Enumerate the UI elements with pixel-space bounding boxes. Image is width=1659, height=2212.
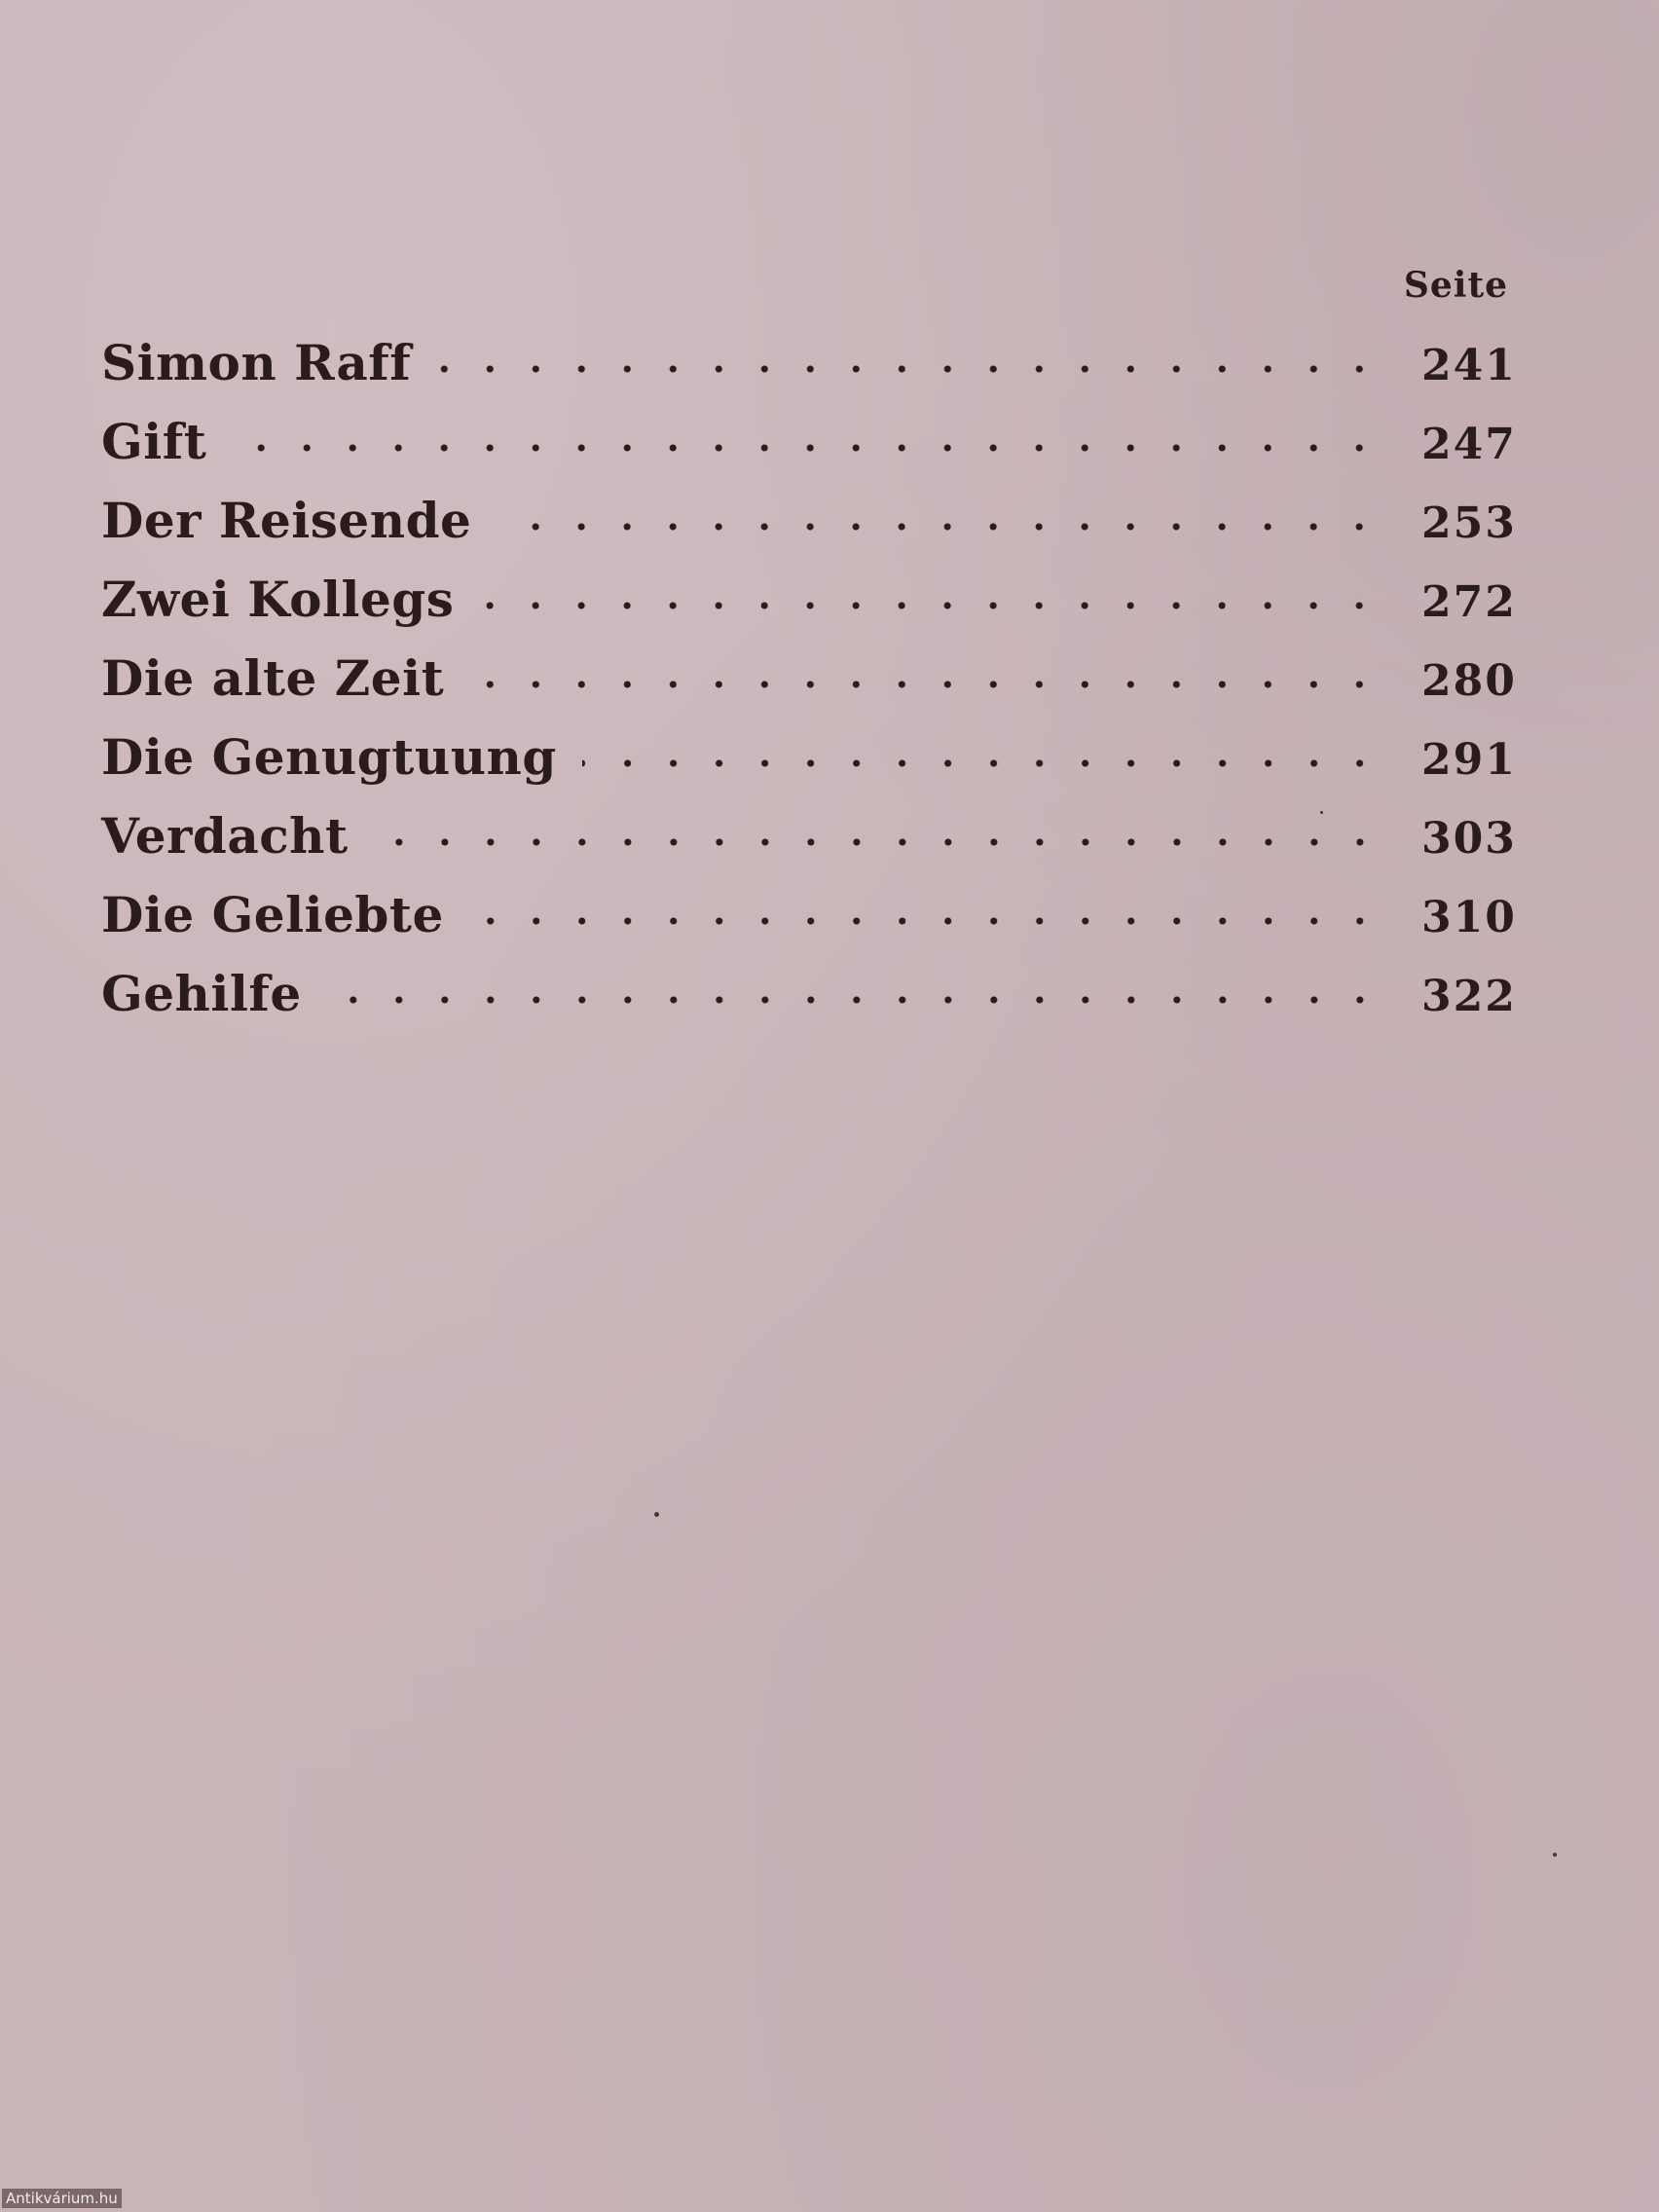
toc-entry-page: 310 — [1421, 893, 1517, 942]
toc-entry-page: 253 — [1421, 498, 1517, 548]
dot-leader — [374, 838, 1382, 846]
toc-entry-title: Die Geliebte — [101, 886, 444, 943]
toc-entry — [101, 954, 1517, 1033]
toc-entry — [101, 796, 1517, 875]
toc-entry-title: Die Genugtuung — [101, 728, 557, 786]
toc-entry — [101, 323, 1517, 402]
toc-entry-title: Zwei Kollegs — [101, 571, 455, 628]
dot-leader — [479, 602, 1382, 609]
dot-leader — [469, 917, 1382, 925]
toc-entry — [101, 481, 1517, 560]
toc-entry-page: 280 — [1421, 656, 1517, 706]
toc-entry — [101, 875, 1517, 954]
toc-entry-title: Gehilfe — [101, 965, 302, 1022]
paper-speck — [654, 1512, 659, 1517]
toc-entry — [101, 639, 1517, 718]
toc-entry-title: Verdacht — [101, 807, 349, 865]
toc-entry-title: Gift — [101, 413, 207, 470]
table-of-contents — [101, 323, 1517, 1033]
dot-leader — [327, 996, 1382, 1004]
dot-leader — [497, 523, 1382, 531]
toc-entry-page: 272 — [1421, 577, 1517, 627]
toc-entry — [101, 560, 1517, 639]
paper-speck — [1553, 1853, 1557, 1857]
toc-entry-page: 303 — [1421, 814, 1517, 864]
toc-entry-page: 247 — [1421, 420, 1517, 469]
toc-entry-page: 291 — [1421, 735, 1517, 785]
dot-leader — [469, 681, 1382, 688]
paper-speck — [1320, 811, 1323, 814]
toc-entry-title: Simon Raff — [101, 334, 412, 391]
toc-entry-title: Der Reisende — [101, 492, 472, 549]
toc-entry-page: 241 — [1421, 341, 1517, 390]
toc-entry-title: Die alte Zeit — [101, 649, 445, 707]
dot-leader — [582, 759, 1382, 767]
dot-leader — [232, 444, 1382, 452]
watermark: Antikvárium.hu — [2, 2189, 122, 2208]
dot-leader — [436, 365, 1382, 373]
toc-entry — [101, 402, 1517, 481]
page-column-header: Seite — [1403, 265, 1508, 306]
toc-entry — [101, 718, 1517, 796]
toc-entry-page: 322 — [1421, 972, 1517, 1021]
